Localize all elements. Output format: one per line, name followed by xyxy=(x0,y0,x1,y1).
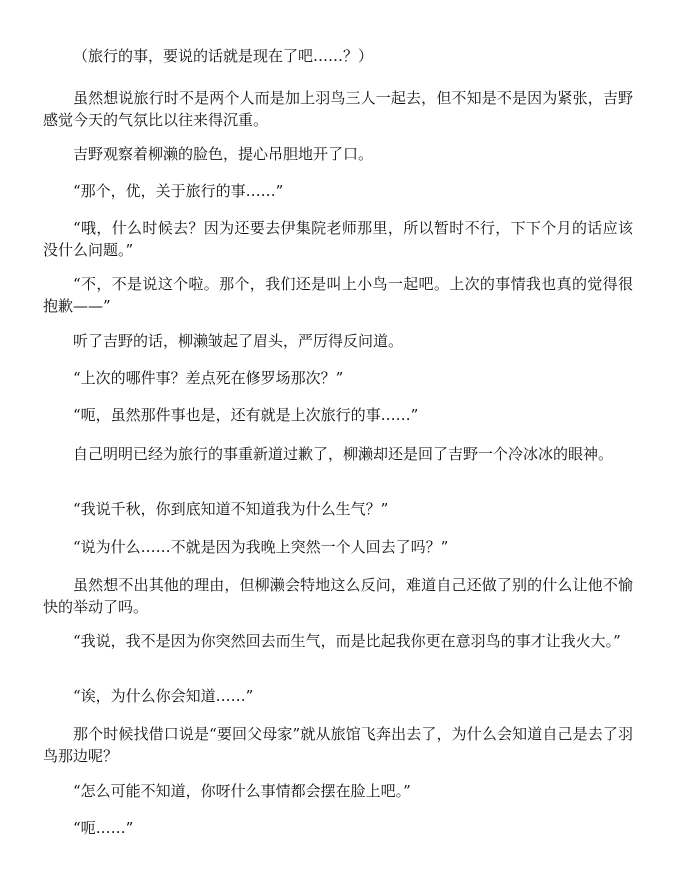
paragraph-16: 那个时候找借口说是“要回父母家”就从旅馆飞奔出去了，为什么会知道自己是去了羽鸟那边呢？ xyxy=(43,725,633,765)
paragraph-1: （旅行的事，要说的话就是现在了吧……？） xyxy=(73,47,374,65)
paragraph-2: 虽然想说旅行时不是两个人而是加上羽鸟三人一起去，但不知是不是因为紧张，吉野感觉今天的气氛比以往来得沉重。 xyxy=(43,89,633,129)
paragraph-4: “那个，优，关于旅行的事……” xyxy=(73,182,284,200)
paragraph-9: “呃，虽然那件事也是，还有就是上次旅行的事……” xyxy=(73,406,419,424)
paragraph-3: 吉野观察着柳濑的脸色，提心吊胆地开了口。 xyxy=(73,145,374,163)
paragraph-7: 听了吉野的话，柳濑皱起了眉头，严厉得反问道。 xyxy=(73,332,404,350)
paragraph-17: “怎么可能不知道，你呀什么事情都会摆在脸上吧。” xyxy=(73,782,411,800)
paragraph-8: “上次的哪件事？差点死在修罗场那次？” xyxy=(73,369,344,387)
paragraph-15: “诶，为什么你会知道……” xyxy=(73,687,254,705)
paragraph-12: “说为什么……不就是因为我晚上突然一个人回去了吗？” xyxy=(73,538,449,556)
paragraph-5: “哦，什么时候去？因为还要去伊集院老师那里，所以暂时不行，下下个月的话应该没什么问题。” xyxy=(43,219,633,259)
paragraph-11: “我说千秋，你到底知道不知道我为什么生气？” xyxy=(73,500,389,518)
paragraph-6: “不，不是说这个啦。那个，我们还是叫上小鸟一起吧。上次的事情我也真的觉得很抱歉——” xyxy=(43,275,633,315)
paragraph-13: 虽然想不出其他的理由，但柳濑会特地这么反问，难道自己还做了别的什么让他不愉快的举动了吗。 xyxy=(43,576,633,616)
paragraph-14: “我说，我不是因为你突然回去而生气，而是比起我你更在意羽鸟的事才让我火大。” xyxy=(73,632,621,650)
paragraph-18: “呃……” xyxy=(73,819,134,837)
paragraph-10: 自己明明已经为旅行的事重新道过歉了，柳濑却还是回了吉野一个冷冰冰的眼神。 xyxy=(73,445,614,463)
